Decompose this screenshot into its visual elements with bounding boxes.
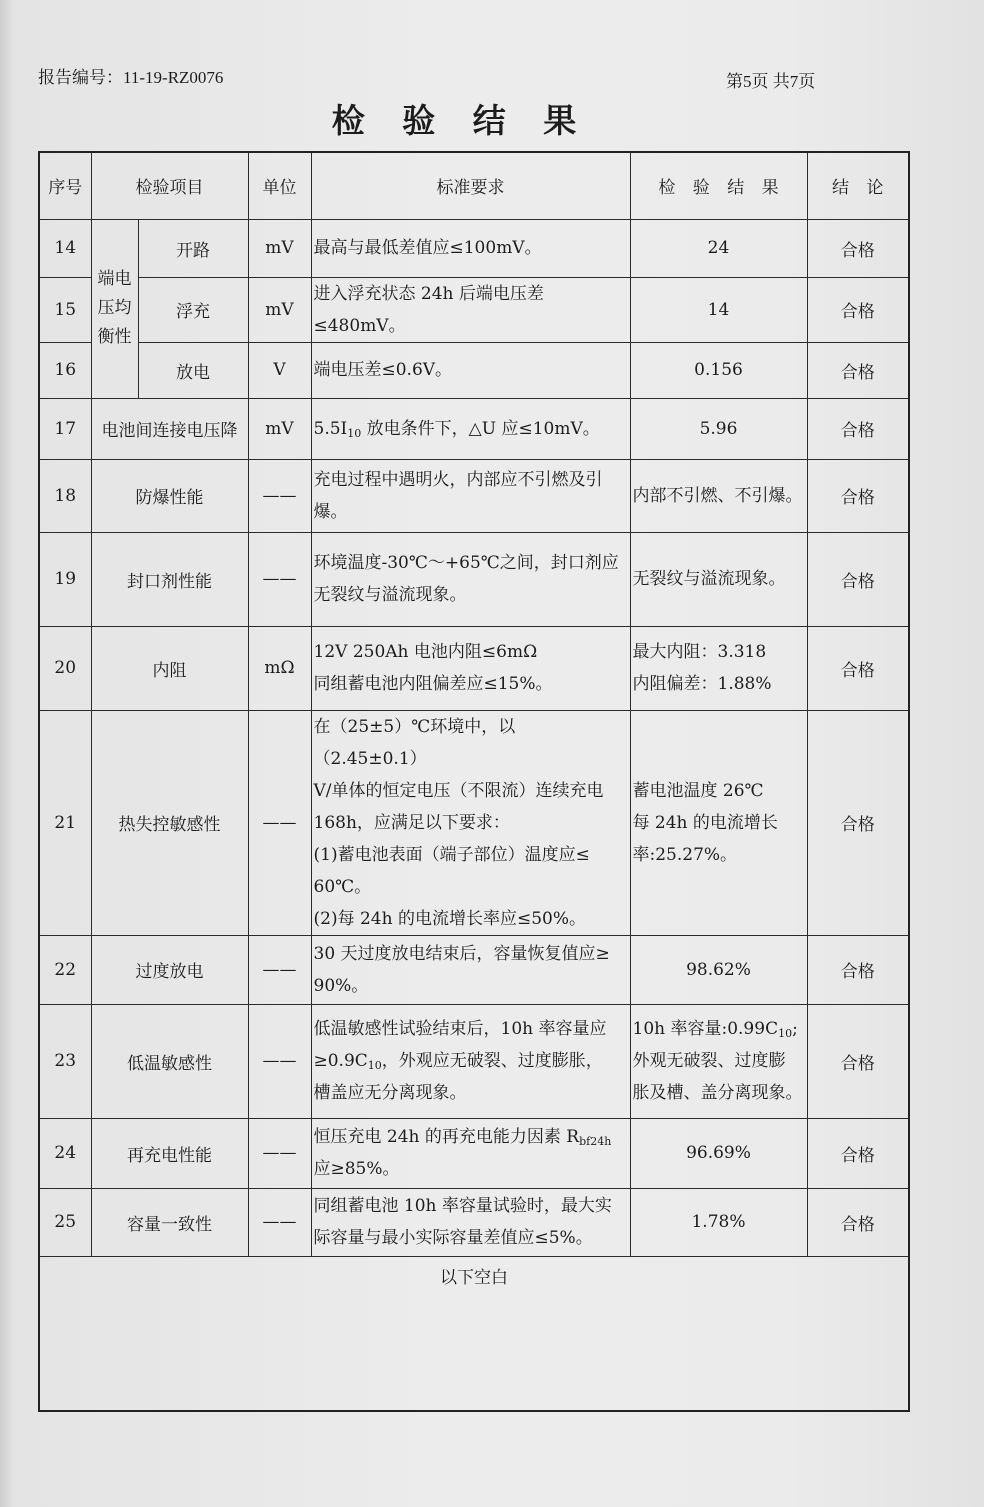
header-seq: 序号: [39, 152, 91, 219]
cell-seq: 23: [39, 1004, 91, 1118]
standard-text-tail: 放电条件下，△U 应≤10mV。: [361, 418, 600, 439]
result-subscript: 10: [778, 1027, 793, 1040]
table-row-14: [39, 219, 909, 277]
cell-unit: V: [248, 342, 311, 398]
cell-unit: ——: [248, 532, 311, 626]
cell-standard: 进入浮充状态 24h 后端电压差≤480mV。: [311, 277, 630, 342]
cell-result: 24: [630, 219, 807, 277]
table-header-row: [39, 152, 909, 219]
cell-conclusion: 合格: [807, 935, 909, 1004]
standard-subscript: bf24h: [579, 1135, 612, 1148]
cell-result: 5.96: [630, 398, 807, 459]
cell-unit: mV: [248, 398, 311, 459]
header-conclusion: 结 论: [807, 152, 909, 219]
cell-unit: mV: [248, 277, 311, 342]
cell-result: [630, 1004, 807, 1118]
cell-seq: 21: [39, 710, 91, 935]
cell-result: 0.156: [630, 342, 807, 398]
cell-result: 蓄电池温度 26℃ 每 24h 的电流增长 率:25.27%。: [630, 710, 807, 935]
cell-seq: 18: [39, 459, 91, 532]
table-row-24: [39, 1118, 909, 1188]
result-text-tail: ; 外观无破裂、过度膨 胀及槽、盖分离现象。: [632, 1019, 803, 1103]
cell-seq: 25: [39, 1188, 91, 1256]
table-row-16: [39, 342, 909, 398]
table-row-18: [39, 459, 909, 532]
cell-item: 防爆性能: [91, 459, 248, 532]
cell-unit: mV: [248, 219, 311, 277]
cell-conclusion: 合格: [807, 532, 909, 626]
cell-seq: 19: [39, 532, 91, 626]
cell-item: 电池间连接电压降: [91, 398, 248, 459]
table-row-21: [39, 710, 909, 935]
cell-unit: ——: [248, 935, 311, 1004]
table-row-15: [39, 277, 909, 342]
cell-item: 开路: [138, 219, 248, 277]
cell-seq: 16: [39, 342, 91, 398]
cell-unit: ——: [248, 459, 311, 532]
cell-conclusion: 合格: [807, 1188, 909, 1256]
cell-result: 96.69%: [630, 1118, 807, 1188]
table-body: [39, 219, 909, 1411]
cell-item: 容量一致性: [91, 1188, 248, 1256]
cell-conclusion: 合格: [807, 342, 909, 398]
cell-standard: [311, 1004, 630, 1118]
blank-note: 以下空白: [39, 1256, 909, 1411]
cell-standard: 充电过程中遇明火，内部应不引燃及引 爆。: [311, 459, 630, 532]
cell-item: 再充电性能: [91, 1118, 248, 1188]
table-head: [39, 152, 909, 219]
cell-result: 98.62%: [630, 935, 807, 1004]
cell-item: 内阻: [91, 626, 248, 710]
result-text: 10h 率容量:0.99C: [632, 1019, 779, 1039]
table-row-20: [39, 626, 909, 710]
standard-text: 恒压充电 24h 的再充电能力因素 R: [313, 1127, 580, 1147]
standard-text-tail: 应≥85%。: [313, 1159, 400, 1179]
cell-conclusion: 合格: [807, 459, 909, 532]
table-row-17: [39, 398, 909, 459]
cell-conclusion: 合格: [807, 277, 909, 342]
cell-standard: 同组蓄电池 10h 率容量试验时，最大实 际容量与最小实际容量差值应≤5%。: [311, 1188, 630, 1256]
cell-standard: 环境温度-30℃～+65℃之间，封口剂应 无裂纹与溢流现象。: [311, 532, 630, 626]
table-row-22: [39, 935, 909, 1004]
standard-text-tail: ，外观应无破裂、过度膨胀， 槽盖应无分离现象。: [313, 1051, 603, 1103]
cell-seq: 15: [39, 277, 91, 342]
cell-standard: 30 天过度放电结束后，容量恢复值应≥ 90%。: [311, 935, 630, 1004]
cell-seq: 24: [39, 1118, 91, 1188]
standard-text: 5.5I: [313, 418, 348, 439]
cell-unit: ——: [248, 1004, 311, 1118]
cell-standard: [311, 1118, 630, 1188]
cell-seq: 14: [39, 219, 91, 277]
cell-unit: ——: [248, 1118, 311, 1188]
cell-conclusion: 合格: [807, 1004, 909, 1118]
table-row-19: [39, 532, 909, 626]
cell-result: 14: [630, 277, 807, 342]
cell-seq: 20: [39, 626, 91, 710]
cell-result: 无裂纹与溢流现象。: [630, 532, 807, 626]
cell-item: 热失控敏感性: [91, 710, 248, 935]
cell-unit: ——: [248, 1188, 311, 1256]
page-title: 检 验 结 果: [331, 101, 585, 140]
table-row-23: [39, 1004, 909, 1118]
results-table: [38, 151, 910, 1412]
cell-result: 内部不引燃、不引爆。: [630, 459, 807, 532]
cell-item: 放电: [138, 342, 248, 398]
cell-item: 浮充: [138, 277, 248, 342]
cell-seq: 22: [39, 935, 91, 1004]
header-unit: 单位: [248, 152, 311, 219]
cell-item-group: 端电压均衡性: [91, 219, 138, 398]
standard-text: 低温敏感性试验结束后，10h 率容量应 ≥0.9C: [313, 1019, 607, 1071]
table-row-25: [39, 1188, 909, 1256]
cell-standard: [311, 398, 630, 459]
standard-subscript: 10: [367, 1059, 382, 1072]
cell-unit: ——: [248, 710, 311, 935]
cell-standard: 最高与最低差值应≤100mV。: [311, 219, 630, 277]
cell-conclusion: 合格: [807, 1118, 909, 1188]
report-number: 报告编号：11-19-RZ0076: [38, 68, 224, 87]
cell-standard: 端电压差≤0.6V。: [311, 342, 630, 398]
cell-item: 过度放电: [91, 935, 248, 1004]
cell-standard: 在（25±5）℃环境中，以（2.45±0.1） V/单体的恒定电压（不限流）连续充电 168h，应满足以下要求： (1)蓄电池表面（端子部位）温度应≤ 60℃。 (2)每 24h 的电流增长率应≤50%。: [311, 710, 630, 935]
cell-conclusion: 合格: [807, 398, 909, 459]
cell-seq: 17: [39, 398, 91, 459]
cell-conclusion: 合格: [807, 219, 909, 277]
cell-unit: mΩ: [248, 626, 311, 710]
cell-result: 1.78%: [630, 1188, 807, 1256]
cell-item: 低温敏感性: [91, 1004, 248, 1118]
page-number: 第5页 共7页: [726, 72, 816, 91]
cell-conclusion: 合格: [807, 710, 909, 935]
cell-item: 封口剂性能: [91, 532, 248, 626]
cell-result: 最大内阻：3.318 内阻偏差：1.88%: [630, 626, 807, 710]
cell-conclusion: 合格: [807, 626, 909, 710]
cell-standard: 12V 250Ah 电池内阻≤6mΩ 同组蓄电池内阻偏差应≤15%。: [311, 626, 630, 710]
header-standard: 标准要求: [311, 152, 630, 219]
header-result: 检 验 结 果: [630, 152, 807, 219]
header-item: 检验项目: [91, 152, 248, 219]
standard-subscript: 10: [347, 426, 362, 440]
table-row-blank: [39, 1256, 909, 1411]
